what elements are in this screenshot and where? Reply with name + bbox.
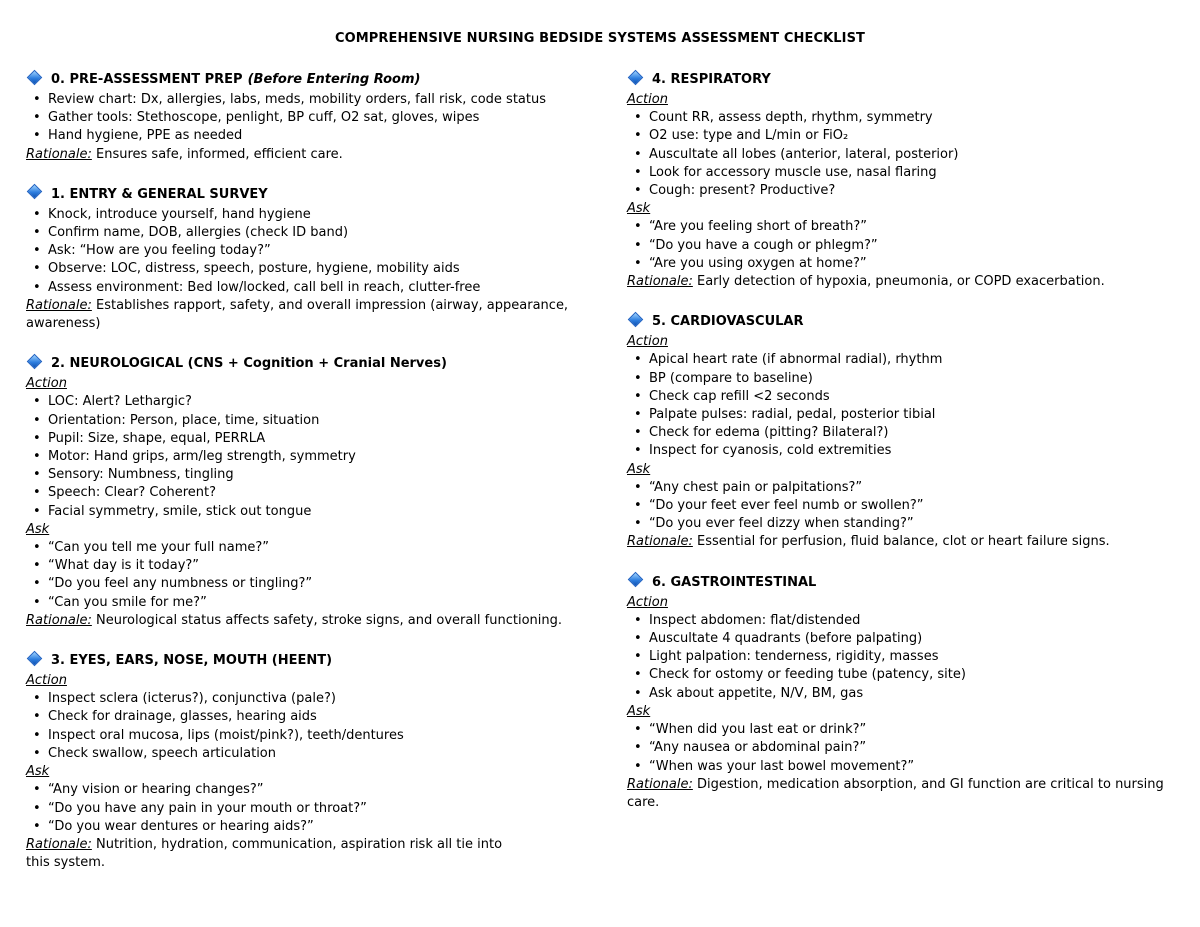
checklist-item: • Review chart: Dx, allergies, labs, meds, mobility orders, fall risk, code status <box>26 91 586 109</box>
ask-question: • “Do you have a cough or phlegm?” <box>627 237 1167 255</box>
action-items <box>26 393 586 520</box>
checklist-item: • Check swallow, speech articulation <box>26 745 586 763</box>
action-items <box>627 109 1167 200</box>
checklist-item: • Inspect for cyanosis, cold extremities <box>627 442 1167 460</box>
section-title: 6. GASTROINTESTINAL <box>652 574 817 590</box>
checklist-item: • Light palpation: tenderness, rigidity, masses <box>627 648 1167 666</box>
section-pre-assessment <box>26 69 586 164</box>
section-heading <box>627 572 1167 594</box>
section-title: 1. ENTRY & GENERAL SURVEY <box>51 186 268 202</box>
ask-question: • “Are you feeling short of breath?” <box>627 218 1167 236</box>
rationale-label: Rationale: <box>627 274 693 290</box>
ask-question: • “Do you ever feel dizzy when standing?” <box>627 515 1167 533</box>
blue-diamond-bullet-icon <box>628 572 644 588</box>
ask-items <box>26 781 586 836</box>
checklist-item: • Apical heart rate (if abnormal radial), rhythm <box>627 351 1167 369</box>
ask-question: • “Do your feet ever feel numb or swollen?” <box>627 497 1167 515</box>
rationale-text: Nutrition, hydration, communication, aspiration risk all tie into this system. <box>26 836 503 871</box>
checklist-item: • Orientation: Person, place, time, situation <box>26 412 586 430</box>
checklist-item: • Pupil: Size, shape, equal, PERRLA <box>26 430 586 448</box>
blue-diamond-bullet-icon <box>27 69 43 85</box>
document-title: COMPREHENSIVE NURSING BEDSIDE SYSTEMS ASSESSMENT CHECKLIST <box>334 31 866 46</box>
blue-diamond-bullet-icon <box>27 650 43 666</box>
section-heading <box>26 650 586 672</box>
checklist-item: • Ask: “How are you feeling today?” <box>26 242 586 260</box>
section-heading <box>26 69 586 91</box>
action-label: Action <box>627 594 668 610</box>
rationale-text: Early detection of hypoxia, pneumonia, or COPD exacerbation. <box>697 274 1105 290</box>
blue-diamond-bullet-icon <box>628 69 644 85</box>
checklist-item: • Facial symmetry, smile, stick out tongue <box>26 503 586 521</box>
ask-question: • “When was your last bowel movement?” <box>627 758 1167 776</box>
checklist-item: • Inspect abdomen: flat/distended <box>627 612 1167 630</box>
ask-question: • “Any chest pain or palpitations?” <box>627 479 1167 497</box>
rationale <box>26 146 586 164</box>
action-label: Action <box>26 376 67 392</box>
rationale-label: Rationale: <box>26 836 92 852</box>
rationale <box>26 612 586 630</box>
checklist-item: • Check cap refill <2 seconds <box>627 388 1167 406</box>
checklist-item: • Check for ostomy or feeding tube (patency, site) <box>627 666 1167 684</box>
section-heading <box>26 184 586 206</box>
section-subtitle: (Before Entering Room) <box>247 72 421 87</box>
checklist-item: • Assess environment: Bed low/locked, call bell in reach, clutter-free <box>26 279 586 297</box>
action-items <box>26 690 586 763</box>
checklist-item: • Hand hygiene, PPE as needed <box>26 127 586 145</box>
checklist-item: • Motor: Hand grips, arm/leg strength, symmetry <box>26 448 586 466</box>
checklist-item: • Observe: LOC, distress, speech, posture, hygiene, mobility aids <box>26 260 586 278</box>
ask-question: • “Can you tell me your full name?” <box>26 539 586 557</box>
checklist-item: • Look for accessory muscle use, nasal flaring <box>627 164 1167 182</box>
rationale <box>627 273 1167 291</box>
checklist-item: • Auscultate 4 quadrants (before palpating) <box>627 630 1167 648</box>
section-title: 2. NEUROLOGICAL (CNS + Cognition + Cranial Nerves) <box>51 356 447 372</box>
checklist-item: • Ask about appetite, N/V, BM, gas <box>627 685 1167 703</box>
checklist-item: • Check for drainage, glasses, hearing aids <box>26 708 586 726</box>
ask-items <box>627 479 1167 534</box>
rationale <box>26 836 526 872</box>
section-title: 5. CARDIOVASCULAR <box>652 314 804 330</box>
checklist-item: • Count RR, assess depth, rhythm, symmetry <box>627 109 1167 127</box>
checklist-item: • Sensory: Numbness, tingling <box>26 466 586 484</box>
section-heading <box>627 311 1167 333</box>
section-title: 4. RESPIRATORY <box>652 72 771 87</box>
ask-label: Ask <box>26 521 50 537</box>
rationale-label: Rationale: <box>627 776 693 792</box>
section-heading <box>26 353 586 375</box>
action-label: Action <box>26 673 67 689</box>
checklist-item: • Auscultate all lobes (anterior, lateral, posterior) <box>627 146 1167 164</box>
ask-question: • “Can you smile for me?” <box>26 594 586 612</box>
section-general-survey <box>26 184 586 333</box>
ask-question: • “Any nausea or abdominal pain?” <box>627 739 1167 757</box>
section-heent <box>26 650 586 872</box>
rationale-label: Rationale: <box>26 612 92 628</box>
checklist-item: • BP (compare to baseline) <box>627 370 1167 388</box>
rationale-label: Rationale: <box>627 534 693 550</box>
section-neurological <box>26 353 586 630</box>
checklist-item: • Gather tools: Stethoscope, penlight, BP cuff, O2 sat, gloves, wipes <box>26 109 586 127</box>
ask-items <box>627 721 1167 776</box>
rationale-text: Essential for perfusion, fluid balance, clot or heart failure signs. <box>697 534 1110 550</box>
ask-question: • “What day is it today?” <box>26 557 586 575</box>
checklist-item: • Palpate pulses: radial, pedal, posterior tibial <box>627 406 1167 424</box>
rationale <box>26 297 586 333</box>
section-heading <box>627 69 1167 91</box>
action-label: Action <box>627 92 668 107</box>
checklist-items <box>26 206 586 297</box>
rationale <box>627 533 1167 551</box>
rationale-text: Digestion, medication absorption, and GI function are critical to nursing care. <box>627 776 1164 810</box>
checklist-item: • Inspect oral mucosa, lips (moist/pink?), teeth/dentures <box>26 727 586 745</box>
ask-items <box>26 539 586 612</box>
section-respiratory <box>627 69 1167 291</box>
blue-diamond-bullet-icon <box>628 311 644 327</box>
rationale-text: Neurological status affects safety, stroke signs, and overall functioning. <box>96 612 563 628</box>
rationale-text: Ensures safe, informed, efficient care. <box>96 146 343 162</box>
ask-label: Ask <box>627 461 651 477</box>
action-items <box>627 351 1167 460</box>
checklist-item: • Speech: Clear? Coherent? <box>26 484 586 502</box>
ask-question: • “Are you using oxygen at home?” <box>627 255 1167 273</box>
ask-question: • “Do you wear dentures or hearing aids?” <box>26 818 586 836</box>
checklist-item: • O2 use: type and L/min or FiO₂ <box>627 127 1167 145</box>
section-title: 0. PRE-ASSESSMENT PREP <box>51 72 243 87</box>
section-gastrointestinal <box>627 572 1167 812</box>
action-items <box>627 612 1167 703</box>
ask-question: • “Do you feel any numbness or tingling?” <box>26 575 586 593</box>
right-column <box>627 69 1167 832</box>
left-column <box>26 69 586 892</box>
rationale-label: Rationale: <box>26 297 92 313</box>
ask-label: Ask <box>26 764 50 780</box>
ask-label: Ask <box>627 703 651 719</box>
action-label: Action <box>627 334 668 350</box>
ask-items <box>627 218 1167 273</box>
checklist-item: • LOC: Alert? Lethargic? <box>26 393 586 411</box>
section-title: 3. EYES, EARS, NOSE, MOUTH (HEENT) <box>51 653 333 669</box>
rationale <box>627 776 1167 812</box>
rationale-text: Establishes rapport, safety, and overall impression (airway, appearance, awareness) <box>26 297 569 332</box>
ask-question: • “When did you last eat or drink?” <box>627 721 1167 739</box>
rationale-label: Rationale: <box>26 146 92 162</box>
checklist-item: • Knock, introduce yourself, hand hygiene <box>26 206 586 224</box>
section-cardiovascular <box>627 311 1167 551</box>
checklist-item: • Check for edema (pitting? Bilateral?) <box>627 424 1167 442</box>
ask-label: Ask <box>627 201 651 217</box>
blue-diamond-bullet-icon <box>27 184 43 200</box>
checklist-items <box>26 91 586 146</box>
checklist-item: • Inspect sclera (icterus?), conjunctiva (pale?) <box>26 690 586 708</box>
ask-question: • “Any vision or hearing changes?” <box>26 781 586 799</box>
ask-question: • “Do you have any pain in your mouth or throat?” <box>26 800 586 818</box>
checklist-item: • Confirm name, DOB, allergies (check ID band) <box>26 224 586 242</box>
checklist-item: • Cough: present? Productive? <box>627 182 1167 200</box>
blue-diamond-bullet-icon <box>27 353 43 369</box>
